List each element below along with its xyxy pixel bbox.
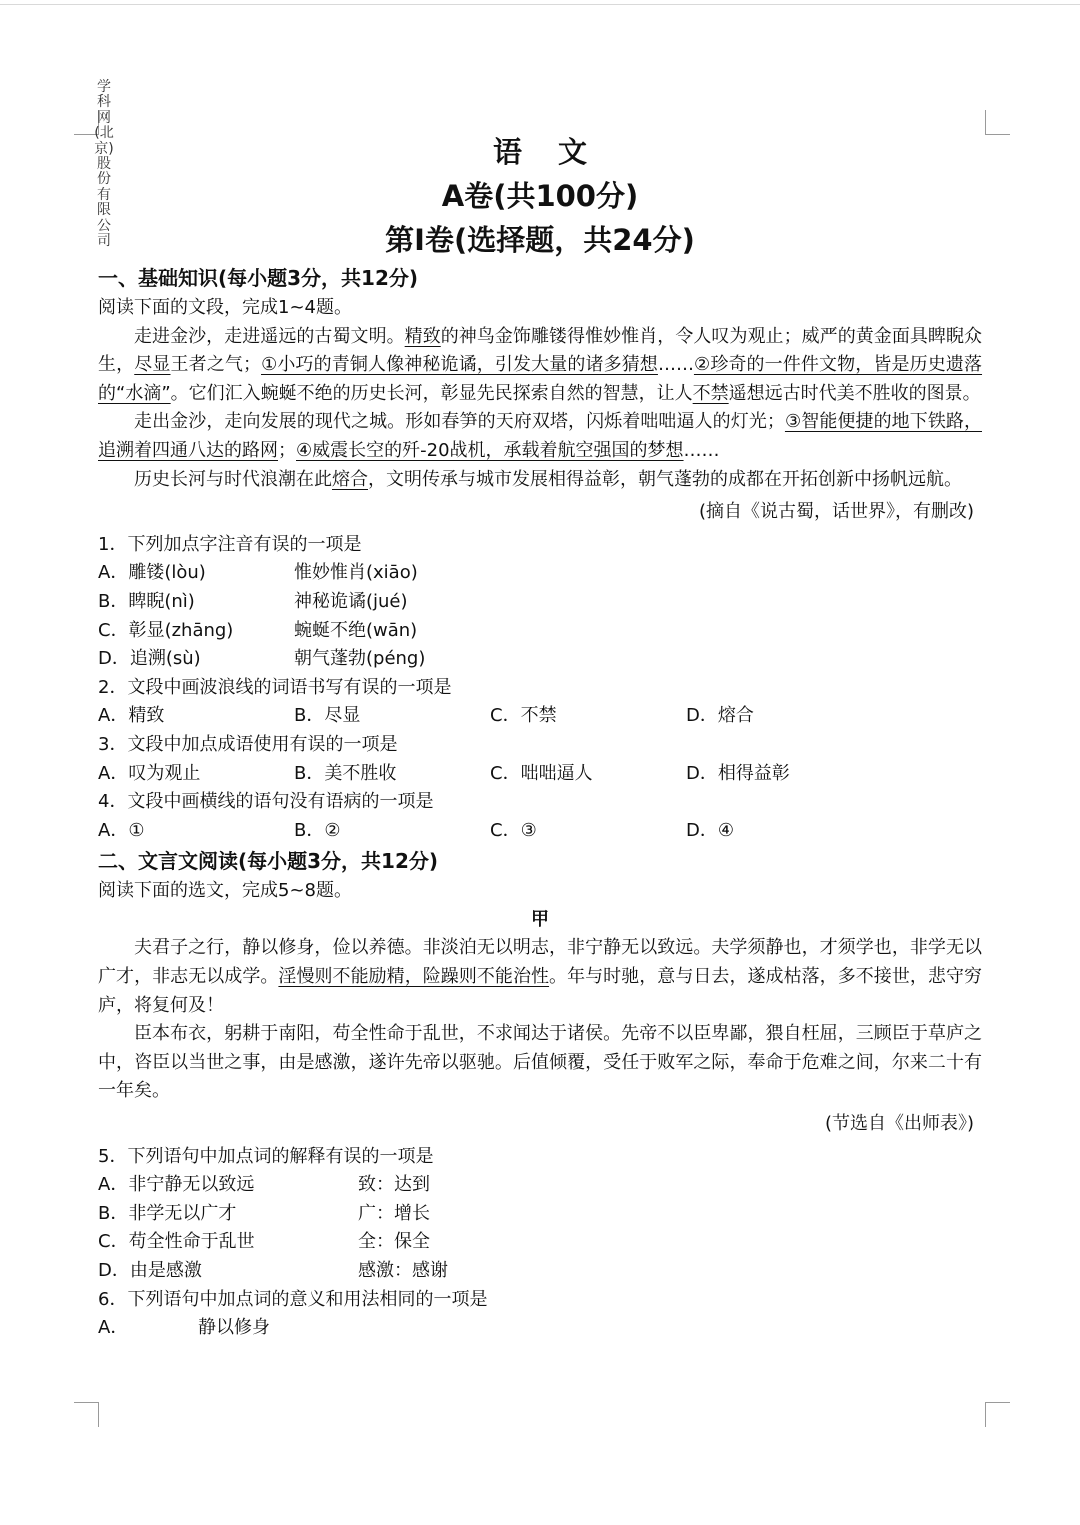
passage2-paragraph2: 臣本布衣，躬耕于南阳，苟全性命于乱世，不求闻达于诸侯。先帝不以臣卑鄙，猥自枉屈，三顾臣于草庐之中，咨臣以当世之事，由是感激，遂许先帝以驱驰。后值倾覆，受任于败军之际，奉命于危难之间，尔来二十有一年矣。 bbox=[98, 1023, 982, 1102]
underlined-sentence-classical: 淫慢则不能励精，险躁则不能治性 bbox=[278, 966, 550, 988]
q2-option-c: C．不禁 bbox=[490, 705, 557, 727]
section1-instruction: 阅读下面的文段，完成1~4题。 bbox=[98, 297, 352, 318]
passage1-paragraph2: 走出金沙，走向发展的现代之城。形如春笋的天府双塔，闪烁着咄咄逼人的灯光；③智能便捷的地下铁路，追溯着四通八达的路网；④威震长空的歼-20战机，承载着航空强国的梦想…… bbox=[98, 411, 982, 461]
wavy-word-bujin: 不禁 bbox=[692, 382, 729, 404]
passage1-paragraph1: 走进金沙，走进遥远的古蜀文明。精致的神鸟金饰雕镂得惟妙惟肖，令人叹为观止；威严的黄金面具睥睨众生，尽显王者之气；①小巧的青铜人像神秘诡谲，引发大量的诸多猜想……②珍奇的一件件文物，皆是历史遗落的“水滴”。它们汇入蜿蜒不绝的历史长河，彰显先民探索自然的智慧，让人不禁遥想远古时代美不胜收的图景。 bbox=[98, 325, 983, 404]
section2-instruction: 阅读下面的选文，完成5~8题。 bbox=[98, 880, 352, 902]
underlined-sentence-3: ③智能便捷的地下铁路，追溯着四通八达的路网 bbox=[98, 411, 982, 461]
q2-options bbox=[98, 702, 982, 731]
q5-option-c: C．苟全性命于乱世 全：保全 bbox=[98, 1231, 430, 1253]
q1-stem: 1．下列加点字注音有误的一项是 bbox=[98, 533, 362, 555]
q4-option-b: B．② bbox=[294, 819, 341, 841]
q4-stem: 4．文段中画横线的语句没有语病的一项是 bbox=[98, 791, 434, 813]
q1-option-d: D．追溯(sù) 朝气蓬勃(péng) bbox=[98, 648, 426, 670]
crop-mark-top-right bbox=[985, 110, 1010, 135]
q1-option-a: A．雕镂(lòu) 惟妙惟肖(xiāo) bbox=[98, 562, 418, 584]
passage1-paragraph3: 历史长河与时代浪潮在此熔合，文明传承与城市发展相得益彰，朝气蓬勃的成都在开拓创新中扬帆远航。 bbox=[134, 468, 962, 490]
section1-heading: 一、基础知识(每小题3分，共12分) bbox=[98, 266, 419, 290]
vertical-watermark: 学科网(北京)股份有限公司 bbox=[94, 79, 114, 250]
q1-option-b: B．睥睨(nì) 神秘诡谲(jué) bbox=[98, 590, 408, 612]
q3-options bbox=[98, 760, 982, 789]
q6-option-a: A． 静以修身 bbox=[98, 1317, 270, 1339]
section2-heading: 二、文言文阅读(每小题3分，共12分) bbox=[98, 849, 439, 874]
crop-mark-bottom-right bbox=[985, 1402, 1010, 1427]
wavy-word-ronghe: 熔合 bbox=[332, 468, 368, 490]
top-rule bbox=[0, 4, 1080, 5]
wavy-word-jingzhi: 精致 bbox=[404, 325, 441, 347]
q2-option-b: B．尽显 bbox=[294, 705, 361, 727]
q6-stem: 6．下列语句中加点词的意义和用法相同的一项是 bbox=[98, 1288, 488, 1310]
q2-option-a: A．精致 bbox=[98, 705, 165, 727]
q5-stem: 5．下列语句中加点词的解释有误的一项是 bbox=[98, 1145, 434, 1167]
q4-options bbox=[98, 817, 982, 846]
q4-option-a: A．① bbox=[98, 819, 145, 841]
q5-option-b: B．非学无以广才 广：增长 bbox=[98, 1202, 430, 1224]
q3-option-b: B．美不胜收 bbox=[294, 762, 397, 784]
q3-stem: 3．文段中加点成语使用有误的一项是 bbox=[98, 733, 398, 755]
paper-title: A卷(共100分) bbox=[441, 179, 639, 213]
q2-option-d: D．熔合 bbox=[686, 705, 754, 727]
passage-label-jia: 甲 bbox=[531, 908, 549, 930]
q1-option-c: C．彰显(zhāng) 蜿蜒不绝(wān) bbox=[98, 619, 418, 641]
q3-option-c: C．咄咄逼人 bbox=[490, 762, 593, 784]
q5-option-a: A．非宁静无以致远 致：达到 bbox=[98, 1174, 430, 1196]
volume-title: 第Ⅰ卷(选择题，共24分) bbox=[385, 223, 695, 257]
underlined-sentence-2: ②珍奇的一件件文物，皆是历史遗落的“水滴” bbox=[98, 354, 983, 404]
q5-option-d: D．由是感激 感激：感谢 bbox=[98, 1260, 448, 1281]
q3-option-a: A．叹为观止 bbox=[98, 762, 201, 784]
underlined-sentence-1: ①小巧的青铜人像神秘诡谲，引发大量的诸多猜想 bbox=[261, 354, 658, 376]
passage1-source: (摘自《说古蜀，话世界》，有删改) bbox=[698, 501, 974, 523]
subject-title: 语文 bbox=[492, 135, 623, 169]
q4-option-c: C．③ bbox=[490, 819, 537, 841]
underlined-sentence-4: ④威震长空的歼-20战机，承载着航空强国的梦想 bbox=[296, 439, 684, 461]
document-page bbox=[98, 130, 982, 1343]
crop-mark-bottom-left bbox=[74, 1402, 99, 1427]
q3-option-d: D．相得益彰 bbox=[686, 762, 790, 784]
q2-stem: 2．文段中画波浪线的词语书写有误的一项是 bbox=[98, 676, 452, 698]
q4-option-d: D．④ bbox=[686, 819, 734, 841]
passage2-paragraph1: 夫君子之行，静以修身，俭以养德。非淡泊无以明志，非宁静无以致远。夫学须静也，才须学也，非学无以广才，非志无以成学。淫慢则不能励精，险躁则不能治性。年与时驰，意与日去，遂成枯落，多不接世，悲守穷庐，将复何及！ bbox=[98, 937, 983, 1016]
wavy-word-jinxian: 尽显 bbox=[134, 354, 171, 376]
passage2-source: (节选自《出师表》) bbox=[824, 1113, 974, 1135]
